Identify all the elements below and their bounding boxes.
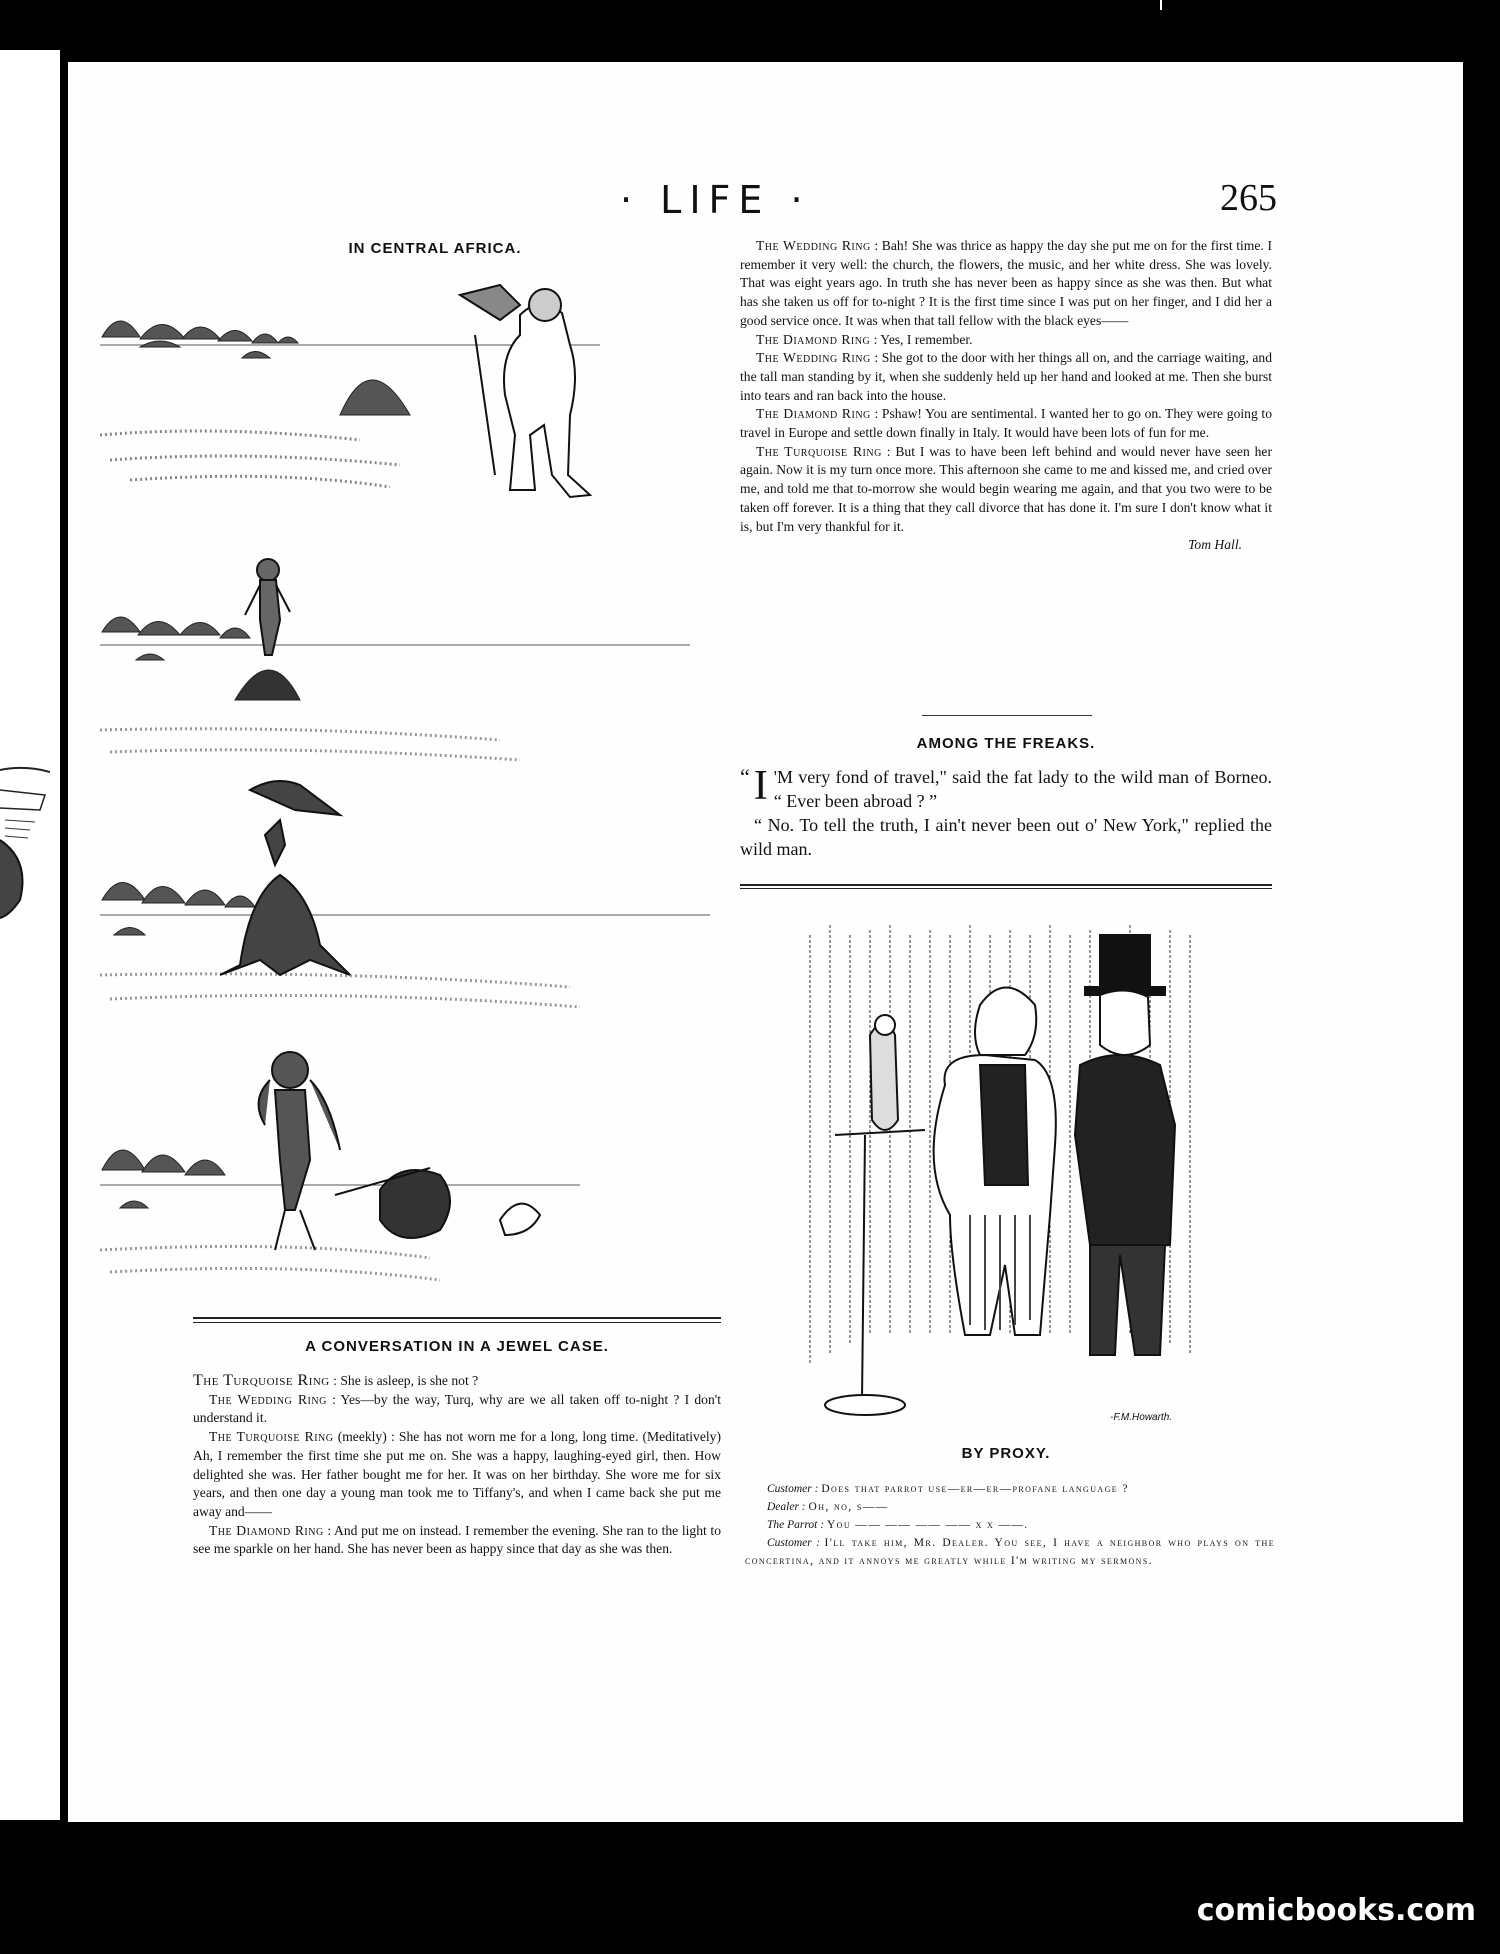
proxy-speaker: Customer :: [767, 1537, 821, 1549]
speaker: The Wedding Ring: [756, 238, 871, 253]
proxy-text: Oh, no, s——: [808, 1501, 889, 1513]
africa-panel-3-native-with-umbrella: [100, 775, 720, 1025]
jewel-case-paragraph: [193, 1428, 721, 1522]
magazine-title: · LIFE ·: [620, 178, 811, 222]
author-line: [740, 536, 1272, 555]
jewel-case-paragraph: [740, 405, 1272, 442]
dialogue: : She got to the door with her things all on, and the carriage waiting, and the tall man standing by it, when she suddenly held up her hand and looked at me. Then she burst into tears and ran back into the house.: [740, 350, 1273, 403]
speaker: The Diamond Ring: [756, 406, 871, 422]
jewel-case-paragraph: [740, 443, 1272, 537]
africa-panel-2-native-on-rock: [100, 530, 700, 780]
freaks-line-1: 'M very fond of travel," said the fat lady to the wild man of Borneo. “ Ever been abroad ? ”: [773, 767, 1272, 811]
proxy-line: [745, 1480, 1275, 1498]
artist-signature: -F.M.Howarth.: [1110, 1412, 1173, 1423]
jewel-case-paragraph: [193, 1522, 721, 1559]
previous-page-edge: [0, 50, 60, 1820]
dialogue: : Yes, I remember.: [873, 331, 973, 347]
drop-cap: I: [753, 763, 768, 809]
dialogue: (meekly) : She has not worn me for a long, long time. (Meditatively) Ah, I remember the first time she put me on. She was a happy, laughing-eyed girl, then. How delighted she was. Her father bought me for her. It was on her birthday. She wore me for six years, and then one day a young man took me to Tiffany's, and when I came back she put me away and——: [193, 1429, 721, 1519]
jewel-case-heading: A CONVERSATION IN A JEWEL CASE.: [305, 1338, 609, 1355]
proxy-line: [745, 1516, 1275, 1534]
proxy-speaker: Dealer :: [767, 1501, 806, 1513]
dialogue: : Yes—by the way, Turq, why are we all taken off to-night ? I don't understand it.: [193, 1391, 721, 1426]
proxy-dialogue: [745, 1480, 1275, 1570]
proxy-line: [745, 1498, 1275, 1516]
africa-heading: IN CENTRAL AFRICA.: [348, 240, 522, 257]
section-divider-rule: [740, 884, 1272, 889]
jewel-case-paragraph: [193, 1391, 721, 1428]
dialogue: : Bah! She was thrice as happy the day she put me on for the first time. I remember it very well: the church, the flowers, the music, and her white dress. She was lovely. That was eight years ago. In truth she has never been as happy since as she was then. But what has she taken us off for to-night ? It is the first time since I was put on her finger, and I did her a good service once. It was when that tall fellow with the black eyes——: [740, 238, 1272, 328]
speaker: The Diamond Ring: [209, 1522, 324, 1538]
speaker: The Turquoise Ring: [193, 1372, 330, 1389]
jewel-case-right-column: [740, 237, 1272, 555]
speaker: The Wedding Ring: [756, 350, 871, 366]
proxy-text: You —— —— —— —— x x ——.: [826, 1519, 1029, 1531]
open-quote: “: [740, 764, 750, 789]
freaks-paragraph-2: [740, 813, 1272, 861]
proxy-text: Does that parrot use—er—er—profane language ?: [821, 1483, 1129, 1495]
proxy-heading: BY PROXY.: [961, 1445, 1051, 1462]
freaks-line-2: “ No. To tell the truth, I ain't never been out o' New York," replied the wild man.: [740, 815, 1272, 859]
jewel-case-paragraph: [740, 237, 1272, 331]
section-divider-double-rule: [193, 1317, 721, 1323]
jewel-case-paragraph: [740, 331, 1272, 350]
proxy-speaker: Customer :: [767, 1483, 819, 1495]
jewel-case-paragraph: [740, 349, 1272, 405]
speaker: The Turquoise Ring: [756, 443, 882, 459]
proxy-speaker: The Parrot :: [767, 1519, 825, 1531]
freaks-paragraph-1: [740, 765, 1272, 813]
author-signature: Tom Hall.: [1188, 537, 1242, 553]
dialogue: : But I was to have been left behind and would never have seen her again. Now it is my turn once more. This afternoon she came to me and kissed me, and cried over me, and told me that to-morrow she would begin wearing me again, and that you two were to be taken off forever. It is a thing that they call divorce that has done it. I'm sure I don't know what it is, but I'm very thankful for it.: [740, 443, 1272, 534]
proxy-line: [745, 1534, 1275, 1570]
proxy-text: I'll take him, Mr. Dealer. You see, I have a neighbor who plays on the concertina, and it annoys me greatly while I'm writing my sermons.: [745, 1537, 1276, 1567]
speaker: The Turquoise Ring: [209, 1429, 334, 1445]
previous-page-illustration-fragment: [0, 750, 50, 930]
dialogue: : Pshaw! You are sentimental. I wanted her to go on. They were going to travel in Europe and settle down finally in Italy. It would have been lots of fun for me.: [740, 406, 1272, 441]
africa-panel-1-explorer-with-binoculars: [100, 265, 620, 505]
africa-panel-4-native-stands-over-fallen-explorer: [100, 1040, 700, 1300]
page-number: 265: [1220, 177, 1277, 219]
dialogue: : And put me on instead. I remember the evening. She ran to the light to see me sparkle on her hand. She has never been as happy since that day as she was then.: [193, 1522, 721, 1557]
speaker: The Diamond Ring: [756, 331, 871, 347]
speaker: The Wedding Ring: [209, 1391, 327, 1407]
freaks-text: [740, 765, 1272, 861]
dialogue: : She is asleep, is she not ?: [333, 1373, 479, 1388]
by-proxy-illustration-parrot-dealer-customer: [790, 915, 1220, 1425]
freaks-heading: AMONG THE FREAKS.: [916, 735, 1096, 752]
jewel-case-left-column: [193, 1372, 721, 1559]
watermark: comicbooks.com: [1196, 1893, 1476, 1928]
page-edge-mark: [1160, 0, 1162, 10]
short-divider-rule: [922, 715, 1092, 716]
jewel-case-paragraph: [193, 1372, 721, 1391]
